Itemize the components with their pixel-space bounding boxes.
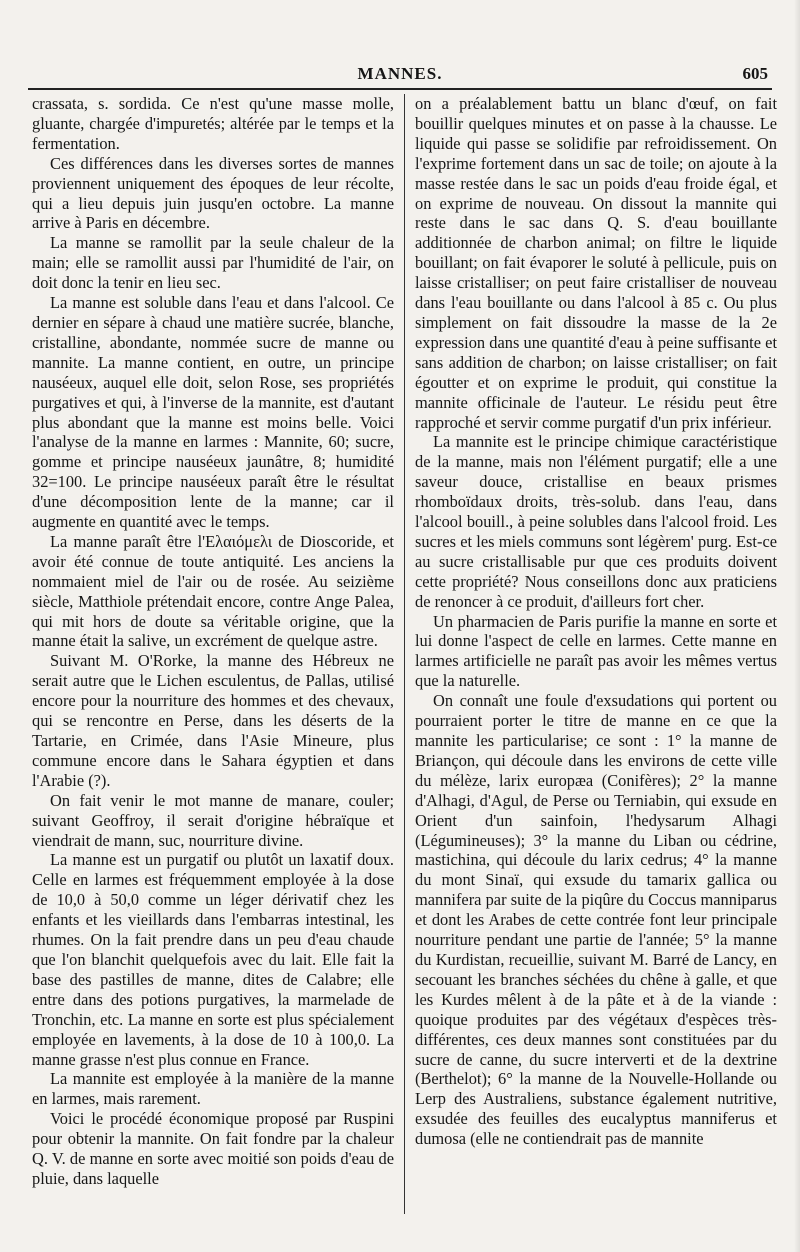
- paragraph: La manne est un purgatif ou plutôt un laxatif doux. Celle en larmes est fréquemment employée à la dose de 10,0 à 50,0 comme un léger dérivatif chez les enfants et les vieillards dans l'embarras intestinal, les rhumes. On la fait prendre dans un peu d'eau chaude que l'on blanchit quelquefois avec du lait. Elle fait la base des pastilles de manne, dites de Calabre; elle entre dans des potions purgatives, la marmelade de Tronchin, etc. La manne en sorte est plus spécialement employée en lavements, à la dose de 10 à 100,0. La manne grasse n'est plus connue en France.: [32, 850, 394, 1069]
- paragraph: crassata, s. sordida. Ce n'est qu'une masse molle, gluante, chargée d'impuretés; altérée par le temps et la fermentation.: [32, 94, 394, 153]
- header-rule: [28, 88, 772, 90]
- paragraph: La mannite est le principe chimique caractéristique de la manne, mais non l'élément purgatif; elle a une saveur douce, cristallise en beaux prismes rhomboïdaux droits, très-solub. dans l'eau, dans l'alcool bouill., à peine solubles dans l'alcool froid. Les sucres et les miels communs sont légèrem' purg. Est-ce au sucre cristallisable pur que ces produits doivent cette propriété? Nous conseillons donc aux praticiens de renoncer à ce produit, d'ailleurs fort cher.: [415, 432, 777, 611]
- running-header: [28, 64, 772, 88]
- column-divider: [404, 94, 405, 1214]
- left-column: [32, 94, 394, 1189]
- right-column: [415, 94, 777, 1149]
- page-number: 605: [742, 64, 768, 83]
- paragraph: La manne est soluble dans l'eau et dans l'alcool. Ce dernier en sépare à chaud une matière sucrée, blanche, cristalline, abondante, nommée sucre de manne ou mannite. La manne contient, en outre, un principe nauséeux, auquel elle doit, selon Rose, ses propriétés purgatives et qui, à l'inverse de la mannite, est d'autant plus abondant que la manne est moins belle. Voici l'analyse de la manne en larmes : Mannite, 60; sucre, gomme et principe nauséeux jaunâtre, 8; humidité 32=100. Le principe nauséeux paraît être le résultat d'une décomposition lente de la manne; car il augmente en quantité avec le temps.: [32, 293, 394, 532]
- paragraph: La manne paraît être l'Ελαιόμελι de Dioscoride, et avoir été connue de toute antiquité. Les anciens la nommaient miel de l'air ou de rosée. Au seizième siècle, Matthiole prétendait encore, contre Ange Palea, qui mit hors de doute sa véritable origine, que la manne était la salive, un excrément de quelque astre.: [32, 531, 394, 651]
- paragraph: on a préalablement battu un blanc d'œuf, on fait bouillir quelques minutes et on passe à la chausse. Le liquide qui passe se solidifie par refroidissement. On l'exprime fortement dans un sac de toile; on ajoute à la masse restée dans le sac un poids d'eau froide égal, et on exprime de nouveau. On dissout la mannite qui reste dans le sac dans Q. S. d'eau bouillante additionnée de charbon animal; on filtre le liquide bouillant; on fait évaporer le soluté à pellicule, puis on laisse cristalliser; on peut faire cristalliser de nouveau dans l'eau bouillante ou dans l'alcool à 85 c. Ou plus simplement on fait dissoudre la masse de la 2e expression dans une quantité d'eau à peine suffisante et sans addition de charbon; on laisse cristalliser; on fait égoutter et on exprime le produit, qui constitue la mannite officinale de l'auteur. Le résidu peut être rapproché et servir comme purgatif d'un prix inférieur.: [415, 94, 777, 432]
- paragraph: On connaît une foule d'exsudations qui portent ou pourraient porter le titre de manne en ce que la mannite les particularise; ce sont : 1° la manne de Briançon, qui découle dans les environs de cette ville du mélèze, larix europæa (Conifères); 2° la manne d'Alhagi, d'Agul, de Perse ou Terniabin, qui exsude en Orient d'un sainfoin, l'hedysarum Alhagi (Légumineuses); 3° la manne du Liban ou cédrine, mastichina, qui découle du larix cedrus; 4° la manne du mont Sinaï, qui exsude du tamarix gallica ou mannifera par suite de la piqûre du Coccus manniparus et dont les Arabes de cette contrée font leur principale nourriture pendant une partie de l'année; 5° la manne du Kurdistan, recueillie, suivant M. Barré de Lancy, en secouant les branches séchées du chêne à galle, et que les Kurdes mêlent à de la pâte et à de la viande : quoique produites par des végétaux d'espèces très-différentes, ces deux mannes sont constituées par du sucre de canne, du sucre interverti et de la dextrine (Berthelot); 6° la manne de la Nouvelle-Hollande ou Lerp des Australiens, substance également nutritive, exsudée des feuilles des eucalyptus manniferus et dumosa (elle ne contiendrait pas de mannite: [415, 691, 777, 1149]
- paragraph: Suivant M. O'Rorke, la manne des Hébreux ne serait autre que le Lichen esculentus, de Pallas, utilisé encore pour la nourriture des hommes et des chevaux, qui se rencontre en Perse, dans les déserts de la Tartarie, en Crimée, dans l'Asie Mineure, plus commune encore dans le Sahara égyptien et dans l'Arabie (?).: [32, 651, 394, 790]
- scan-shadow: [794, 0, 800, 1252]
- paragraph: On fait venir le mot manne de manare, couler; suivant Geoffroy, il serait d'origine hébraïque et viendrait de mann, suc, nourriture divine.: [32, 790, 394, 850]
- paragraph: Ces différences dans les diverses sortes de mannes proviennent uniquement des époques de leur récolte, qui a lieu depuis juin jusqu'en octobre. La manne arrive à Paris en décembre.: [32, 153, 394, 233]
- paragraph: La mannite est employée à la manière de la manne en larmes, mais rarement.: [32, 1069, 394, 1109]
- running-title: MANNES.: [357, 64, 443, 83]
- paragraph: Un pharmacien de Paris purifie la manne en sorte et lui donne l'aspect de celle en larmes. Cette manne en larmes artificielle ne paraît pas avoir les mêmes vertus que la naturelle.: [415, 611, 777, 691]
- paragraph: La manne se ramollit par la seule chaleur de la main; elle se ramollit aussi par l'humidité de l'air, on doit donc la tenir en lieu sec.: [32, 233, 394, 293]
- paragraph: Voici le procédé économique proposé par Ruspini pour obtenir la mannite. On fait fondre par la chaleur Q. V. de manne en sorte avec moitié son poids d'eau de pluie, dans laquelle: [32, 1109, 394, 1188]
